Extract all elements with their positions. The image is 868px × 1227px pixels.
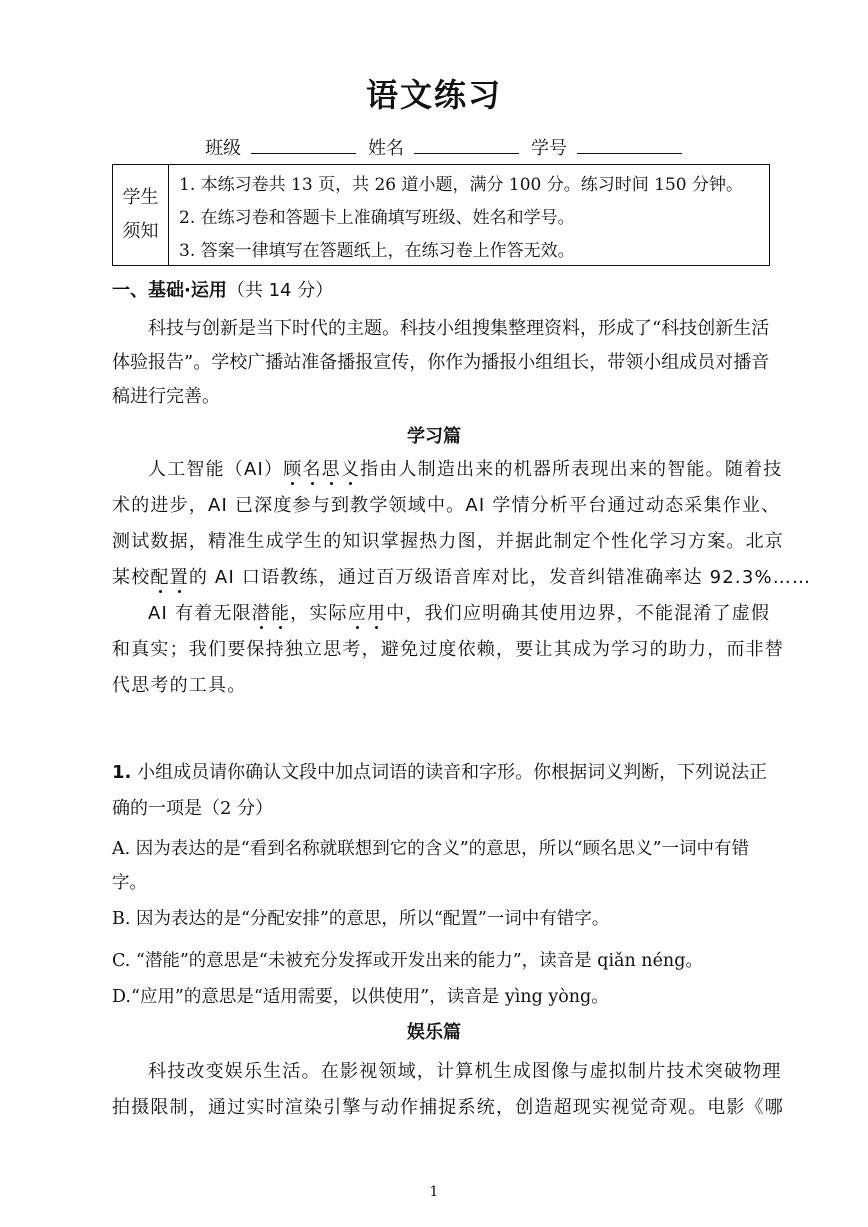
- page-number: 1: [429, 1184, 439, 1200]
- intro-paragraph: 科技与创新是当下时代的主题。科技小组搜集整理资料，形成了“科技创新生活体验报告”。学校广播站准备播报宣传，你作为播报小组组长，带领小组成员对播音稿进行完善。: [112, 318, 770, 407]
- option-d: D.“应用”的意思是“适用需要，以供使用”，读音是 yìng yòng。: [112, 987, 609, 1007]
- entertainment-passage: [112, 1054, 784, 1126]
- passage-line: 科技改变娱乐生活。在影视领域，计算机生成图像与虚拟制片技术突破物理: [148, 1061, 782, 1082]
- entertainment-heading: 娱乐篇: [407, 1022, 461, 1043]
- emphasis-dot-char: 能: [270, 603, 291, 624]
- notice-label: [113, 165, 169, 265]
- question-text: 小组成员请你确认文段中加点词语的读音和字形。你根据词义判断，下列说法正确的一项是（2 分）: [112, 762, 768, 819]
- option-a: A. 因为表达的是“看到名称就联想到它的含义”的意思，所以“顾名思义”一词中有错字。: [112, 839, 750, 893]
- section-points: （共 14 分）: [226, 280, 334, 301]
- passage-line: 拍摄限制，通过实时渲染引擎与动作捕捉系统，创造超现实视觉奇观。电影《哪: [112, 1097, 784, 1118]
- emphasis-dot-char: 顾: [283, 459, 303, 480]
- id-label: 学号: [531, 138, 567, 159]
- section-heading: [112, 276, 333, 302]
- dotted-word-qianneng: [252, 603, 290, 624]
- class-label: 班级: [205, 138, 241, 159]
- notice-label-line2: 须知: [122, 221, 159, 242]
- emphasis-dot-char: 置: [169, 567, 189, 588]
- dotted-word-yingyong: [348, 603, 386, 624]
- option-b: B. 因为表达的是“分配安排”的意思，所以“配置”一词中有错字。: [112, 909, 610, 929]
- emphasis-dot-char: 义: [340, 459, 361, 480]
- question-1: [112, 755, 774, 827]
- passage-line: 和真实；我们要保持独立思考，避免过度依赖，要让其成为学习的助力，而非替: [112, 639, 784, 660]
- notice-item: 2. 在练习卷和答题卡上准确填写班级、姓名和学号。: [179, 208, 575, 228]
- passage-line: AI 有着无限潜能，实际应用中，我们应明确其使用边界，不能混淆了虚假: [148, 603, 771, 624]
- id-blank: [577, 135, 682, 154]
- dotted-word-peizhi: [150, 567, 188, 588]
- emphasis-dot-char: 用: [366, 603, 387, 624]
- section-title: 一、基础·运用: [112, 280, 227, 301]
- notice-item: 3. 答案一律填写在答题纸上，在练习卷上作答无效。: [179, 241, 575, 261]
- emphasis-dot-char: 名: [302, 459, 322, 480]
- class-blank: [251, 135, 356, 154]
- emphasis-dot-char: 应: [347, 603, 367, 624]
- question-number: 1.: [112, 762, 132, 783]
- passage-line: 术的进步，AI 已深度参与到教学领域中。AI 学情分析平台通过动态采集作业、: [112, 495, 781, 516]
- dotted-word-guming: [283, 459, 360, 480]
- student-notice-box: [112, 164, 770, 266]
- page-title: 语文练习: [365, 76, 502, 114]
- name-label: 姓名: [368, 138, 404, 159]
- student-info-line: [205, 134, 694, 160]
- study-heading: 学习篇: [407, 426, 461, 447]
- option-c: C. “潜能”的意思是“未被充分发挥或开发出来的能力”，读音是 qiǎn néng。: [112, 951, 703, 971]
- emphasis-dot-char: 思: [321, 459, 341, 480]
- study-passage: [112, 452, 812, 704]
- notice-label-line1: 学生: [122, 187, 159, 208]
- emphasis-dot-char: 潜: [251, 603, 271, 624]
- passage-line: 测试数据，精准生成学生的知识掌握热力图，并据此制定个性化学习方案。北京: [112, 531, 784, 552]
- passage-line: 人工智能（AI）顾名思义指由人制造出来的机器所表现出来的智能。随着技: [148, 459, 783, 480]
- name-blank: [414, 135, 519, 154]
- notice-items: [169, 165, 743, 265]
- notice-item: 1. 本练习卷共 13 页，共 26 道小题，满分 100 分。练习时间 150 分钟。: [179, 175, 744, 195]
- passage-line: 代思考的工具。: [112, 675, 247, 696]
- passage-line: 某校配置的 AI 口语教练，通过百万级语音库对比，发音纠错准确率达 92.3%……: [112, 567, 812, 588]
- emphasis-dot-char: 配: [150, 567, 170, 588]
